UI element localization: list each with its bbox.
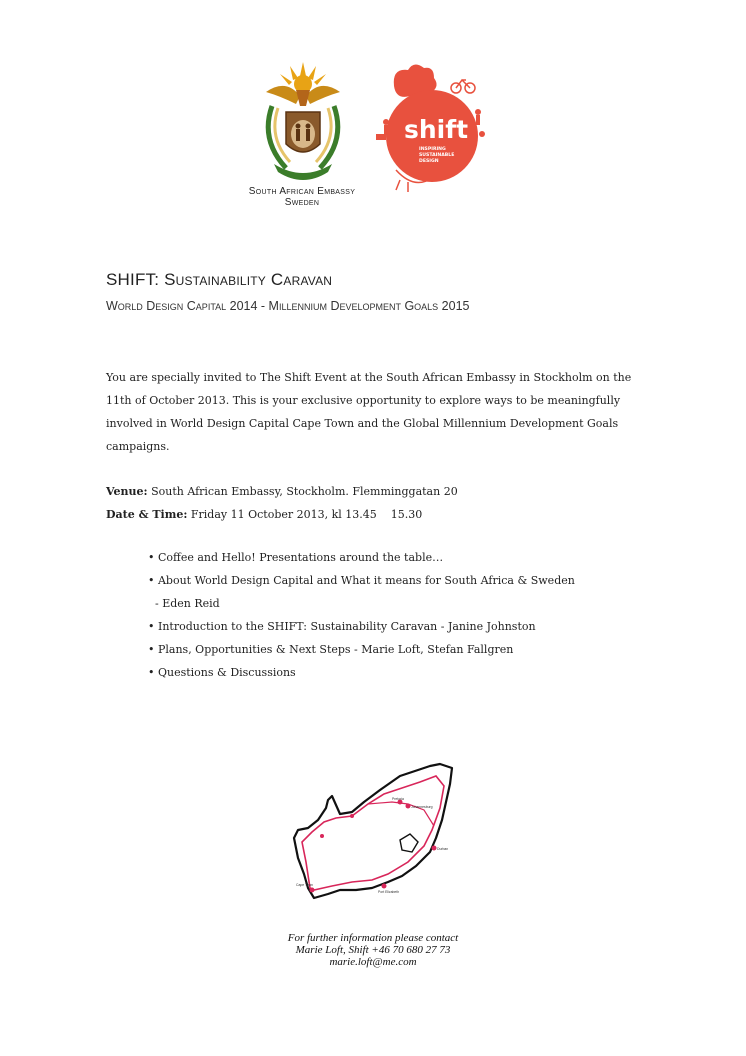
map-label: Cape Town <box>296 883 313 887</box>
shift-logo <box>374 60 496 198</box>
south-africa-route-map <box>292 762 462 906</box>
svg-text:INSPIRING: INSPIRING <box>419 147 446 152</box>
agenda-item: • About World Design Capital and What it means for South Africa & Sweden <box>148 574 575 587</box>
coat-of-arms-logo <box>256 60 350 184</box>
svg-text:DESIGN: DESIGN <box>419 159 439 164</box>
map-label: Durban <box>437 847 449 851</box>
agenda-list <box>148 546 575 684</box>
document-title: SHIFT: Sustainability Caravan <box>106 270 333 289</box>
map-label: Johannesburg <box>411 805 433 809</box>
venue-label: Venue: <box>106 485 148 498</box>
datetime-line <box>106 503 458 526</box>
svg-text:SUSTAINABLE: SUSTAINABLE <box>419 153 455 158</box>
intro-paragraph: You are specially invited to The Shift Event at the South African Embassy in Stockholm on the 11th of October 2013. This is your exclusive opportunity to explore ways to be meaningfully involved in World Design Capital Cape Town and the Global Millennium Development Goals campaigns. <box>106 371 632 453</box>
agenda-item: • Coffee and Hello! Presentations around the table… <box>148 551 444 564</box>
event-info <box>106 480 458 526</box>
embassy-caption-line2: Sweden <box>284 197 320 208</box>
contact-line1: For further information please contact <box>287 932 459 944</box>
embassy-caption <box>220 186 384 208</box>
venue-line <box>106 480 458 503</box>
embassy-caption-line1: South African Embassy <box>248 186 356 197</box>
document-subtitle: World Design Capital 2014 - Millennium Development Goals 2015 <box>106 299 470 313</box>
contact-email: marie.loft@me.com <box>329 956 417 968</box>
map-label: Pretoria <box>392 797 404 801</box>
agenda-item: • Questions & Discussions <box>148 666 296 679</box>
shift-logo-text: shift <box>404 115 469 144</box>
datetime-label: Date & Time: <box>106 508 188 521</box>
contact-block <box>200 932 546 968</box>
venue-value: South African Embassy, Stockholm. Flemminggatan 20 <box>147 485 458 498</box>
agenda-item: - Eden Reid <box>148 597 220 610</box>
map-label: Port Elizabeth <box>378 890 400 894</box>
agenda-item: • Plans, Opportunities & Next Steps - Marie Loft, Stefan Fallgren <box>148 643 514 656</box>
datetime-value: Friday 11 October 2013, kl 13.45 15.30 <box>187 508 423 521</box>
agenda-item: • Introduction to the SHIFT: Sustainability Caravan - Janine Johnston <box>148 620 536 633</box>
contact-line2: Marie Loft, Shift +46 70 680 27 73 <box>295 944 451 956</box>
